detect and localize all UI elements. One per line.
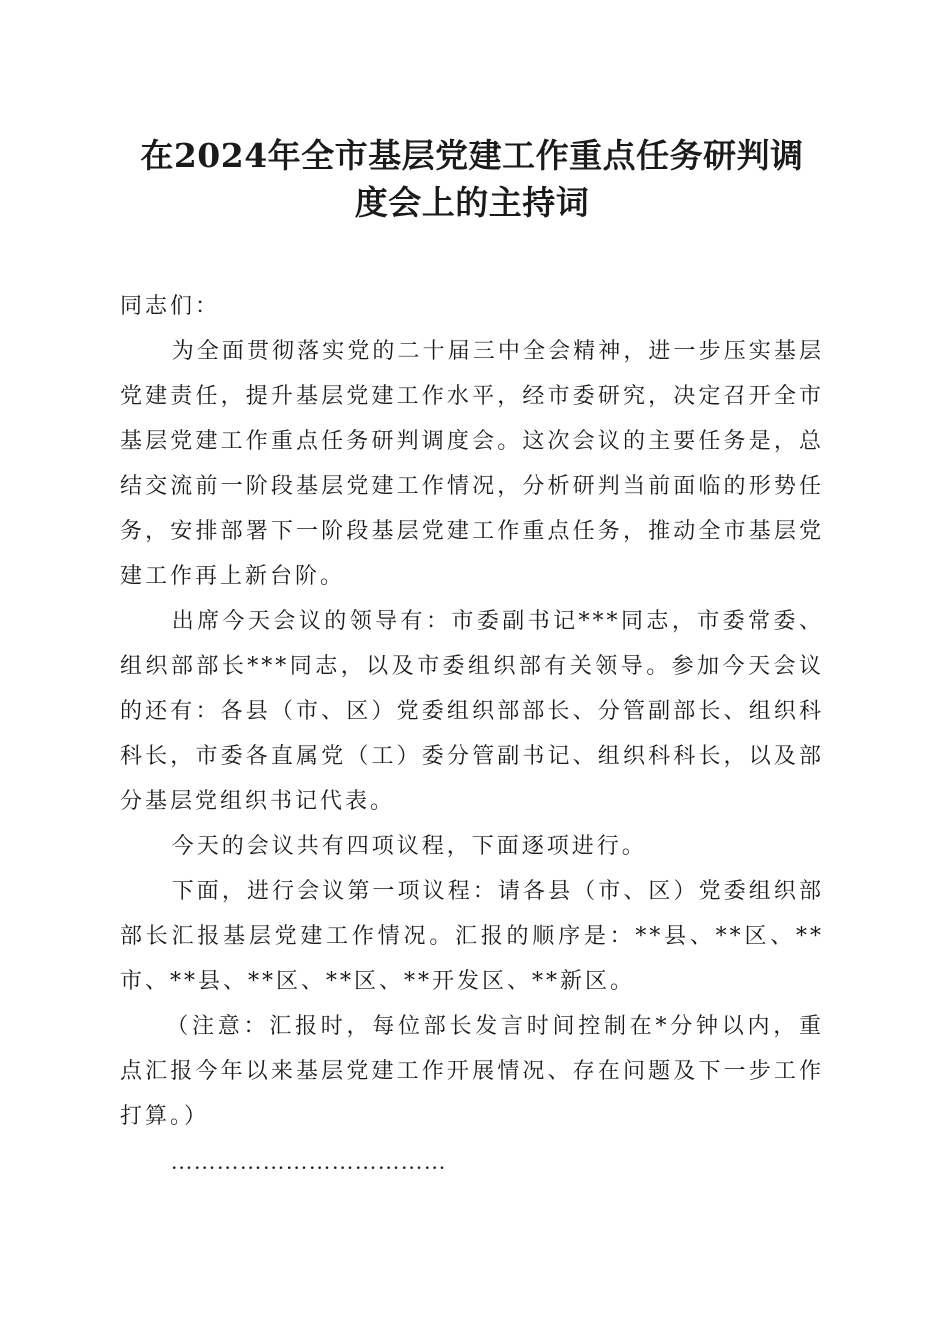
- paragraph-opening: 为全面贯彻落实党的二十届三中全会精神，进一步压实基层党建责任，提升基层党建工作水平，经市委研究，决定召开全市基层党建工作重点任务研判调度会。这次会议的主要任务是，总结交流前一阶段基层党建工作情况，分析研判当前面临的形势任务，安排部署下一阶段基层党建工作重点任务，推动全市基层党建工作再上新台阶。: [120, 339, 824, 589]
- document-page: [120, 132, 824, 1184]
- paragraph-note: （注意：汇报时，每位部长发言时间控制在*分钟以内，重点汇报今年以来基层党建工作开展情况、存在问题及下一步工作打算。）: [120, 1014, 824, 1129]
- ellipsis-line: ………………………………: [170, 1149, 447, 1174]
- paragraph-attendees: 出席今天会议的领导有：市委副书记***同志，市委常委、组织部部长***同志，以及市委组织部有关领导。参加今天会议的还有：各县（市、区）党委组织部部长、分管副部长、组织科科长，市委各直属党（工）委分管副书记、组织科科长，以及部分基层党组织书记代表。: [120, 609, 824, 814]
- paragraph-first-item: 下面，进行会议第一项议程：请各县（市、区）党委组织部部长汇报基层党建工作情况。汇报的顺序是：**县、**区、**市、**县、**区、**区、**开发区、**新区。: [120, 879, 824, 994]
- title-line-2: 度会上的主持词: [354, 183, 590, 222]
- title-line-1: 在2024年全市基层党建工作重点任务研判调: [140, 136, 804, 175]
- salutation: 同志们：: [120, 294, 221, 319]
- document-body: [120, 284, 824, 1184]
- paragraph-agenda: 今天的会议共有四项议程，下面逐项进行。: [171, 834, 647, 859]
- document-title: [114, 132, 830, 226]
